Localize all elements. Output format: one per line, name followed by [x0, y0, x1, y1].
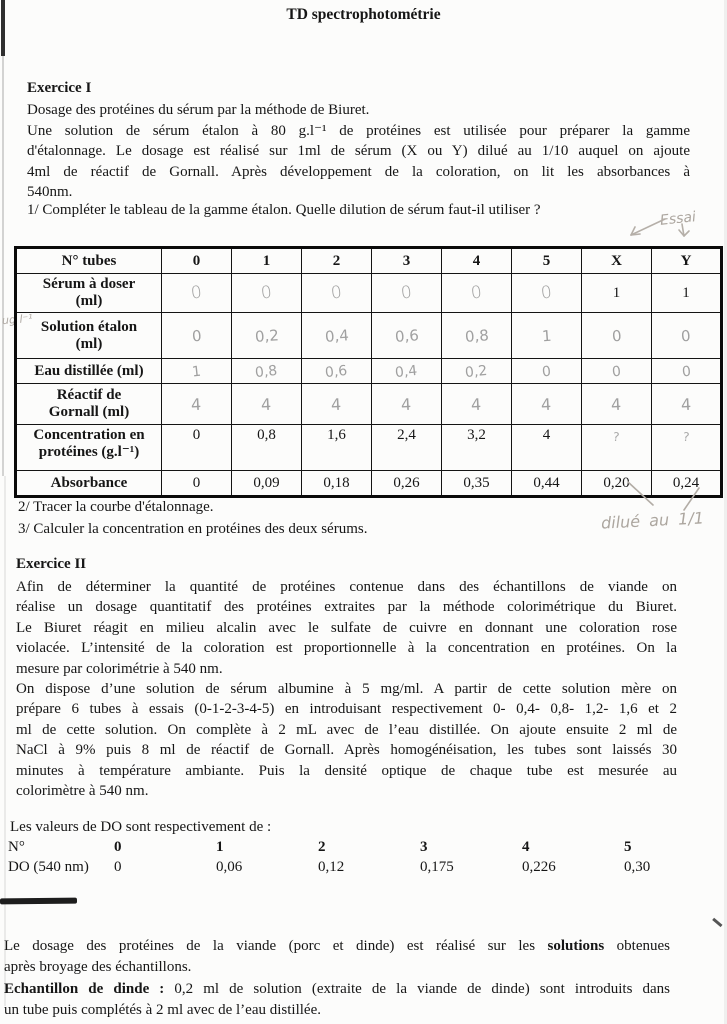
- do-cell: 3: [420, 839, 428, 855]
- standard-curve-table: [14, 246, 723, 498]
- table-cell: 0,4: [302, 313, 372, 359]
- paragraph-line: [4, 936, 670, 957]
- table-cell: 0,35: [442, 471, 512, 497]
- paragraph-line: NaCl à 9% puis 8 ml de réactif de Gornall. Après homogénéisation, les tubes sont laissés 30: [16, 742, 677, 759]
- do-values-intro: Les valeurs de DO sont respectivement de :: [10, 819, 272, 835]
- table-cell: ?: [652, 425, 722, 471]
- table-cell: 1: [162, 359, 232, 384]
- handwritten-unit-note: ug l⁻¹: [1, 311, 34, 328]
- paragraph-line: On dispose d’une solution de sérum albumine à 5 mg/ml. A partir de cette solution mère on: [16, 681, 677, 698]
- row-label: Absorbance: [16, 471, 162, 497]
- table-row-gornall: [16, 384, 722, 425]
- do-header-row: [8, 839, 726, 856]
- header-cell: 4: [442, 248, 512, 274]
- table-cell: 0: [162, 471, 232, 497]
- do-cell: 2: [318, 839, 326, 855]
- footer-text: 0,2 ml de solution (extraite de la viande de dinde) sont introduits dans: [164, 980, 670, 997]
- table-cell: 0: [162, 274, 232, 313]
- do-cell: 0,12: [318, 859, 345, 875]
- row-label: Eau distillée (ml): [16, 359, 162, 384]
- do-cell: 4: [522, 839, 530, 855]
- paragraph-line: un tube puis complétés à 2 ml avec de l’eau distillée.: [4, 1001, 321, 1018]
- exercise1-intro: Dosage des protéines du sérum par la méthode de Biuret.: [27, 102, 370, 118]
- table-cell: 4: [512, 425, 582, 471]
- table-cell: 0,09: [232, 471, 302, 497]
- table-cell: 4: [442, 384, 512, 425]
- do-row-label: DO (540 nm): [8, 859, 89, 875]
- table-cell: 3,2: [442, 425, 512, 471]
- standard-curve-table-wrapper: [14, 246, 723, 498]
- question-1: 1/ Compléter le tableau de la gamme étalon. Quelle dilution de sérum faut-il utiliser ?: [27, 202, 541, 218]
- table-cell: 0: [512, 359, 582, 384]
- paragraph-line: Le Biuret réagit en milieu alcalin avec le sulfate de cuivre en donnant une coloration rose: [16, 619, 677, 636]
- table-cell: 0,20: [582, 471, 652, 497]
- paragraph-line: violacée. L’intensité de la coloration est proportionnelle à la concentration en protéines. On la: [16, 640, 677, 657]
- table-cell: 1,6: [302, 425, 372, 471]
- row-label: [16, 384, 162, 425]
- paragraph-line: 540nm.: [27, 184, 73, 201]
- header-cell: Y: [652, 248, 722, 274]
- table-cell: 0: [162, 425, 232, 471]
- do-cell: 0,06: [216, 859, 243, 875]
- scan-edge-artifact: [4, 476, 6, 1006]
- row-label-line: Gornall (ml): [48, 404, 130, 420]
- header-cell: 2: [302, 248, 372, 274]
- essai-arrow-icon: [590, 207, 727, 249]
- paragraph-line: minutes à température ambiante. Puis la densité optique de chaque tube est mesurée au: [16, 762, 677, 779]
- table-cell: 0: [512, 274, 582, 313]
- table-cell: 0: [582, 313, 652, 359]
- header-cell: 0: [162, 248, 232, 274]
- table-row-concentration: [16, 425, 722, 471]
- do-cell: 0: [114, 839, 122, 855]
- table-cell: 0: [582, 359, 652, 384]
- table-cell: 4: [372, 384, 442, 425]
- do-cell: 1: [216, 839, 224, 855]
- do-cell: 0,175: [420, 859, 454, 875]
- table-cell: 1: [512, 313, 582, 359]
- question-3: 3/ Calculer la concentration en protéines des deux sérums.: [18, 521, 368, 537]
- table-cell: 0: [302, 274, 372, 313]
- table-cell: 4: [652, 384, 722, 425]
- table-cell: 0,2: [232, 313, 302, 359]
- header-cell: 1: [232, 248, 302, 274]
- paragraph-line: colorimètre à 540 nm.: [16, 783, 149, 800]
- table-cell: 2,4: [372, 425, 442, 471]
- table-cell: 0,26: [372, 471, 442, 497]
- footer-text: Le dosage des protéines de la viande (porc et dinde) est réalisé sur les: [4, 938, 548, 954]
- table-cell: 0: [442, 274, 512, 313]
- row-label-line: (ml): [75, 335, 103, 352]
- scan-mark-artifact: [712, 918, 722, 927]
- exercise1-heading: Exercice I: [27, 80, 92, 96]
- do-values-row: [8, 859, 726, 876]
- handwritten-essai-note: Essai: [659, 209, 697, 229]
- table-cell: 0,2: [442, 359, 512, 384]
- table-cell: ?: [582, 425, 652, 471]
- row-label-line: Sérum à doser: [42, 276, 136, 292]
- paragraph-line: mesure par colorimétrie à 540 nm.: [16, 660, 223, 677]
- table-cell: 0,24: [652, 471, 722, 497]
- paragraph-line: 4ml de réactif de Gornall. Après développement de la coloration, on lit les absorbances à: [27, 163, 690, 180]
- table-cell: 0,6: [302, 359, 372, 384]
- row-label-line: Concentration en: [33, 427, 145, 443]
- question-2: 2/ Tracer la courbe d'étalonnage.: [18, 499, 214, 515]
- table-cell: 4: [582, 384, 652, 425]
- table-cell: 4: [232, 384, 302, 425]
- paragraph-line: Une solution de sérum étalon à 80 g.l⁻¹ de protéines est utilisée pour préparer la gamme: [27, 123, 690, 139]
- footer-paragraph: [4, 936, 670, 1021]
- table-cell: 0: [652, 359, 722, 384]
- row-label-line: protéines (g.l⁻¹): [38, 444, 140, 460]
- row-label-line: (ml): [75, 293, 103, 309]
- paragraph-line: après broyage des échantillons.: [4, 959, 192, 976]
- table-cell: 0: [232, 274, 302, 313]
- row-label: [16, 425, 162, 471]
- row-label-line: Solution étalon: [40, 318, 138, 335]
- table-cell: 0,18: [302, 471, 372, 497]
- row-label: [16, 274, 162, 313]
- exercise2-paragraph: [16, 577, 677, 801]
- do-cell: 0,226: [522, 859, 556, 875]
- table-cell: 0,4: [372, 359, 442, 384]
- table-cell: 0: [652, 313, 722, 359]
- footer-bold-text: Echantillon de dinde :: [4, 980, 165, 997]
- table-cell: 0,8: [232, 425, 302, 471]
- table-cell: 0: [162, 313, 232, 359]
- paragraph-line: d'étalonnage. Le dosage est réalisé sur 1ml de sérum (X ou Y) dilué au 1/10 auquel on ajoute: [27, 143, 690, 160]
- table-cell: 0,8: [232, 359, 302, 384]
- page-title: TD spectrophotométrie: [286, 6, 441, 23]
- do-cell: 0,30: [624, 859, 651, 875]
- header-cell: X: [582, 248, 652, 274]
- table-cell: 0,6: [372, 313, 442, 359]
- footer-text: obtenues: [604, 938, 670, 954]
- exercise2-heading: Exercice II: [16, 556, 87, 572]
- table-header-row: [16, 248, 722, 274]
- paragraph-line: prépare 6 tubes à essais (0-1-2-3-4-5) en introduisant respectivement 0- 0,4- 0,8- 1,2- 1,6 et 2: [16, 701, 677, 718]
- scan-edge-artifact: [2, 56, 4, 476]
- footer-bold-text: solutions: [547, 938, 605, 954]
- table-cell: 0,44: [512, 471, 582, 497]
- table-cell: 0,8: [442, 313, 512, 359]
- table-cell: 0: [372, 274, 442, 313]
- do-row-label: N°: [8, 839, 25, 855]
- paragraph-line: ml de cette solution. On complète à 2 mL avec de l’eau distillée. On ajoute ensuite 2 ml de: [16, 721, 677, 738]
- table-cell: 1: [652, 274, 722, 313]
- row-label: [16, 313, 162, 359]
- handwritten-dilution-note: dilué au 1/1: [600, 508, 705, 533]
- do-cell: 0: [114, 859, 122, 875]
- table-row-eau: [16, 359, 722, 384]
- header-cell: N° tubes: [16, 248, 162, 274]
- table-cell: 1: [582, 274, 652, 313]
- scan-streak-artifact: [0, 898, 77, 905]
- table-cell: 4: [512, 384, 582, 425]
- table-cell: 4: [162, 384, 232, 425]
- header-cell: 5: [512, 248, 582, 274]
- table-cell: 4: [302, 384, 372, 425]
- paragraph-line: réalise un dosage quantitatif des protéines extraites par la méthode colorimétrique du Biuret.: [16, 599, 677, 616]
- paragraph-line: [4, 979, 670, 1000]
- exercise1-paragraph: [27, 121, 690, 203]
- dilution-arrow-icon: [595, 478, 727, 514]
- header-cell: 3: [372, 248, 442, 274]
- table-row-etalon: [16, 313, 722, 359]
- table-row-serum: [16, 274, 722, 313]
- paragraph-line: Afin de déterminer la quantité de protéines contenue dans des échantillons de viande on: [16, 579, 677, 595]
- row-label-line: Réactif de: [56, 387, 122, 403]
- do-cell: 5: [624, 839, 632, 855]
